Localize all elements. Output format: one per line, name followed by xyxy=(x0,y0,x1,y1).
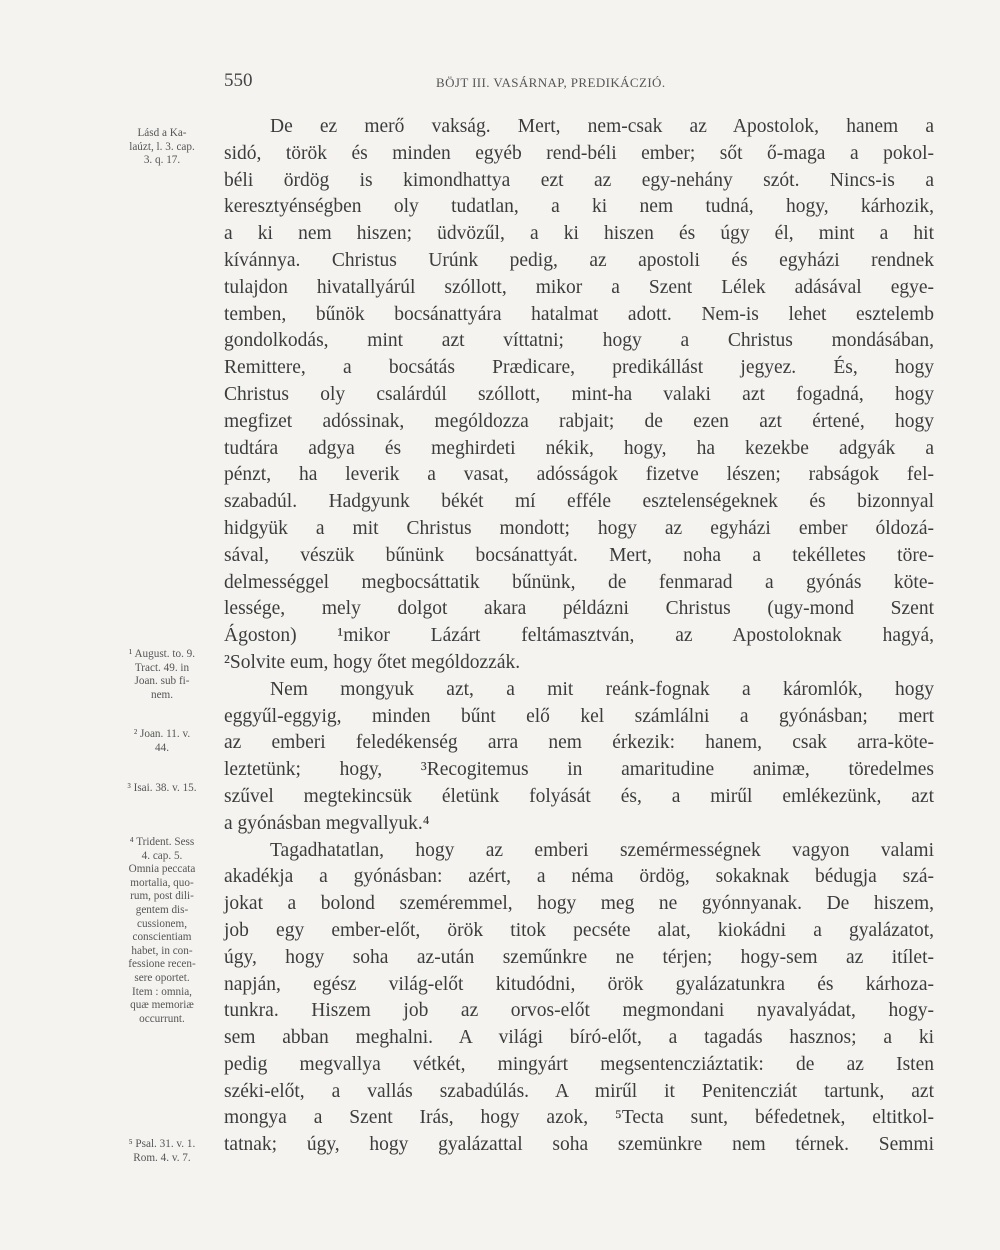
margin-note-line: nem. xyxy=(150,688,174,701)
margin-note-line: gentem dis- xyxy=(135,903,189,916)
body-line: mongya a Szent Irás, hogy azok, ⁵Tecta sunt, béfedetnek, eltitkol- xyxy=(224,1107,934,1129)
margin-note-line: rum, post dili- xyxy=(130,890,194,903)
body-line: tudtára adgya és meghirdeti nékik, hogy, ha kezekbe adgyák a xyxy=(224,437,934,459)
margin-note-line: ³ Isai. 38. v. 15. xyxy=(127,782,197,794)
body-line: szűvel megtekincsük életünk folyását és, a mirűl emlékezünk, azt xyxy=(224,785,934,807)
margin-note-line: ¹ August. to. 9. xyxy=(128,648,196,660)
margin-note xyxy=(103,648,221,702)
body-line: megfizet adóssinak, mególdozza rabjait; de ezen azt értené, hogy xyxy=(224,410,934,432)
body-line: lessége, mely dolgot akara példázni Christus (ugy-mond Szent xyxy=(224,598,934,620)
body-line: az emberi feledékenség arra nem érkezik: hanem, csak arra-köte- xyxy=(224,732,934,754)
margin-note-line: Omnia peccata xyxy=(128,863,196,876)
body-line: kívánnya. Christus Urúnk pedig, az apostoli és egyházi rendnek xyxy=(224,249,934,271)
margin-note-line: Item : omnia, xyxy=(132,985,192,998)
body-line: eggyűl-eggyig, minden bűnt elő kel számlálni a gyónásban; mert xyxy=(224,705,934,727)
body-line: tatnak; úgy, hogy gyalázattal soha szemünkre nem térnek. Semmi xyxy=(224,1134,934,1156)
body-text xyxy=(224,114,934,1159)
margin-note-line: Joan. sub fi- xyxy=(134,675,190,688)
margin-note-line: sere oportet. xyxy=(134,971,190,984)
margin-note-line: Rom. 4. v. 7. xyxy=(133,1151,191,1164)
margin-note-line: mortalia, quo- xyxy=(130,876,194,889)
body-line: keresztyénségben oly tudatlan, a ki nem tudná, hogy, kárhozik, xyxy=(224,196,934,218)
body-line: Tagadhatatlan, hogy az emberi szemérmességnek vagyon valami xyxy=(270,839,934,861)
body-line: Christus oly csalárdúl szóllott, mint-ha valaki azt fogadná, hogy xyxy=(224,383,934,405)
body-line: tulajdon hivatallyárúl szóllott, mikor a Szent Lélek adásával egye- xyxy=(224,276,934,298)
margin-note xyxy=(103,127,221,168)
body-line: akadékja a gyónásban: azért, a néma ördög, sokaknak bédugja szá- xyxy=(224,866,934,888)
margin-note-line: Lásd a Ka- xyxy=(137,127,187,139)
margin-note-line: ⁵ Psal. 31. v. 1. xyxy=(128,1138,196,1150)
body-line: napján, egész világ-előt kitudódni, örök gyalázatunkra és kárhoza- xyxy=(224,973,934,995)
body-line: úgy, hogy soha az-után szeműnkre ne térjen; hogy-sem az itílet- xyxy=(224,946,934,968)
margin-note-line: fessione recen- xyxy=(128,958,196,971)
body-line: a ki nem hiszen; üdvözűl, a ki hiszen és úgy él, mint a hit xyxy=(224,223,934,245)
running-title: BÖJT III. VASÁRNAP, PREDIKÁCZIÓ. xyxy=(436,75,666,90)
margin-note-line: cussionem, xyxy=(136,917,188,930)
body-line: sával, vészük bűnünk bocsánattyát. Mert, noha a tekélletes töre- xyxy=(224,544,934,566)
margin-note-line: ⁴ Trident. Sess xyxy=(129,836,195,848)
margin-note-line: conscientiam xyxy=(132,931,192,944)
body-line: tunkra. Hiszem job az orvos-előt megmondani nyavalyádat, hogy- xyxy=(224,1000,934,1022)
body-line: pedig megvallya vétkét, mingyárt megsentencziáztatik: de az Isten xyxy=(224,1053,934,1075)
body-line: leztetünk; hogy, ³Recogitemus in amaritudine animæ, töredelmes xyxy=(224,759,934,781)
body-line: job egy ember-előt, örök titok pecséte alat, kiokádni a gyalázatot, xyxy=(224,919,934,941)
margin-note xyxy=(103,1138,221,1165)
margin-note-line: laúzt, l. 3. cap. xyxy=(129,140,195,153)
body-line: ²Solvite eum, hogy őtet mególdozzák. xyxy=(224,651,521,673)
margin-note xyxy=(103,782,221,796)
body-line: béli ördög is kimondhattya ezt az egy-nehány szót. Nincs-is a xyxy=(224,169,934,191)
margin-note-line: 4. cap. 5. xyxy=(141,849,183,862)
body-line: hidgyük a mit Christus mondott; hogy az egyházi ember óldozá- xyxy=(224,517,934,539)
margin-note-line: 44. xyxy=(155,741,169,754)
body-line: Nem mongyuk azt, a mit reánk-fognak a káromlók, hogy xyxy=(270,678,934,700)
body-line: Remittere, a bocsátás Prædicare, predikállást jegyez. És, hogy xyxy=(224,357,934,379)
margin-note-line: ² Joan. 11. v. xyxy=(133,728,191,740)
body-line: széki-előt, a vallás szabadúlás. A mirűl it Penitencziát tartunk, azt xyxy=(224,1080,934,1102)
margin-note-line: occurrunt. xyxy=(139,1012,185,1025)
margin-note-line: habet, in con- xyxy=(131,944,193,957)
margin-note-line: Tract. 49. in xyxy=(134,661,190,674)
body-line: sidó, török és minden egyéb rend-béli ember; sőt ő-maga a pokol- xyxy=(224,142,934,164)
body-line: jokat a bolond szeméremmel, hogy meg ne gyónnyanak. De hiszem, xyxy=(224,893,934,915)
margin-note-line: 3. q. 17. xyxy=(143,154,181,167)
body-line: szabadúl. Hadgyunk békét mí efféle esztelenségeknek és bizonnyal xyxy=(224,491,934,513)
body-line: pénzt, ha leverik a vasat, adósságok fizetve lészen; rabságok fel- xyxy=(224,464,934,486)
body-line: delmességgel megbocsáttatik bűnünk, de fenmarad a gyónás köte- xyxy=(224,571,934,593)
body-line: Ágoston) ¹mikor Lázárt feltámasztván, az Apostoloknak hagyá, xyxy=(224,625,934,647)
body-line: sem abban meghalni. A világi bíró-előt, a tagadás hasznos; a ki xyxy=(224,1027,934,1049)
body-line: a gyónásban megvallyuk.⁴ xyxy=(224,812,430,834)
body-line: gondolkodás, mint azt víttatni; hogy a Christus mondásában, xyxy=(224,330,934,352)
body-line: De ez merő vakság. Mert, nem-csak az Apostolok, hanem a xyxy=(270,116,934,137)
margin-note xyxy=(103,728,221,755)
margin-note xyxy=(103,836,221,1026)
margin-note-line: quæ memoriæ xyxy=(130,999,194,1012)
page-number: 550 xyxy=(224,70,253,91)
body-line: temben, bűnök bocsánattyára hatalmat adott. Nem-is lehet esztelemb xyxy=(224,303,934,325)
